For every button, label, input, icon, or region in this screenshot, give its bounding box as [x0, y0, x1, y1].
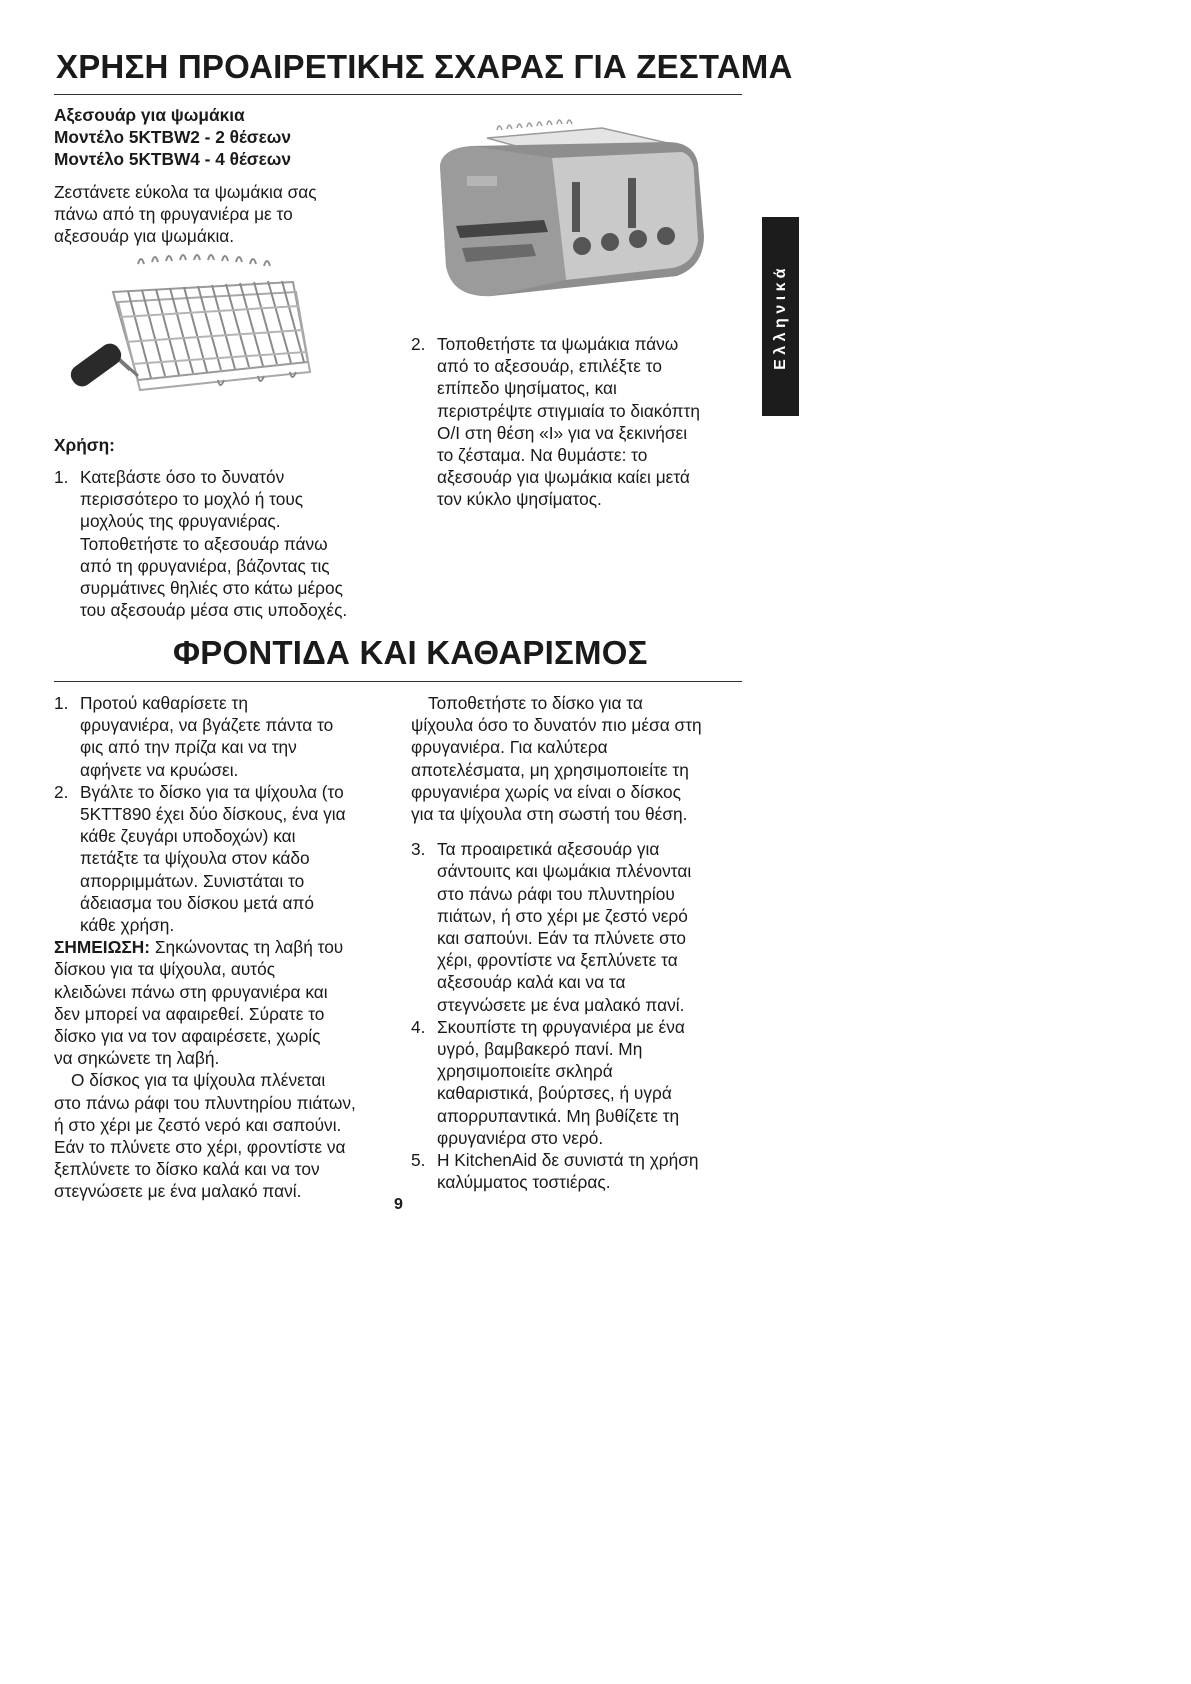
care-steps-right — [411, 838, 756, 1193]
step-line: περισσότερο το μοχλό ή τους — [80, 489, 304, 510]
step-line: Η KitchenAid δε συνιστά τη χρήση — [437, 1150, 699, 1171]
step-line: Σκουπίστε τη φρυγανιέρα με ένα — [437, 1016, 685, 1037]
step-line: Τοποθετήστε το αξεσουάρ πάνω — [80, 533, 328, 554]
dish-line: Εάν το πλύνετε στο χέρι, φροντίστε να — [54, 1137, 346, 1158]
warming-rack-illustration — [68, 252, 318, 424]
step-line: πετάξτε τα ψίχουλα στον κάδο — [80, 848, 310, 869]
step-line: φρυγανιέρα στο νερό. — [437, 1127, 604, 1148]
step-line: αφήνετε να κρυώσει. — [80, 759, 239, 780]
care-left-column — [54, 692, 399, 1203]
step-line: συρμάτινες θηλιές στο κάτω μέρος — [80, 578, 343, 599]
dishwasher-paragraph — [54, 1069, 399, 1202]
note-line: να σηκώνετε τη λαβή. — [54, 1048, 220, 1069]
step-line: Τα προαιρετικά αξεσουάρ για — [437, 839, 660, 860]
place-line: φρυγανιέρα. Για καλύτερα — [411, 737, 608, 758]
step-line: Τοποθετήστε τα ψωμάκια πάνω — [437, 334, 679, 354]
step-number: 1. — [54, 467, 69, 487]
step-number: 3. — [411, 839, 426, 860]
usage-step-1 — [54, 466, 394, 621]
care-steps-left — [54, 692, 399, 936]
care-step-1 — [54, 692, 399, 781]
note-line: δεν μπορεί να αφαιρεθεί. Σύρατε το — [54, 1003, 325, 1024]
note-label: ΣΗΜΕΙΩΣΗ: — [54, 937, 151, 958]
note-text: Σηκώνοντας τη λαβή του — [150, 937, 344, 958]
step-number: 1. — [54, 693, 69, 713]
language-tab-label: Ελληνικά — [771, 263, 789, 370]
step-line: κάθε χρήση. — [80, 915, 175, 936]
note-line: δίσκο για να τον αφαιρέσετε, χωρίς — [54, 1026, 321, 1047]
usage-steps-left — [54, 466, 394, 621]
step-line: του αξεσουάρ μέσα στις υποδοχές. — [80, 600, 348, 621]
dish-line: ή στο χέρι με ζεστό νερό και σαπούνι. — [54, 1114, 342, 1135]
title-rule — [54, 681, 742, 682]
intro-line: πάνω από τη φρυγανιέρα με το — [54, 204, 293, 225]
step-line: κάθε ζευγάρι υποδοχών) και — [80, 826, 296, 847]
dish-line: στεγνώσετε με ένα μαλακό πανί. — [54, 1181, 302, 1202]
note-line: κλειδώνει πάνω στη φρυγανιέρα και — [54, 981, 328, 1002]
step-line: αξεσουάρ καλά και να τα — [437, 972, 626, 993]
step-line: απορρυπαντικά. Μη βυθίζετε τη — [437, 1105, 680, 1126]
place-line: φρυγανιέρα χωρίς να είναι ο δίσκος — [411, 781, 681, 802]
step-line: τον κύκλο ψησίματος. — [437, 489, 602, 510]
note-line: δίσκου για τα ψίχουλα, αυτός — [54, 959, 276, 980]
step-number: 4. — [411, 1016, 426, 1037]
step-line: αξεσουάρ για ψωμάκια καίει μετά — [437, 467, 690, 488]
care-step-3 — [411, 838, 756, 1016]
dish-line: Ο δίσκος για τα ψίχουλα πλένεται — [71, 1070, 326, 1091]
accessory-heading: Αξεσουάρ για ψωμάκια — [54, 105, 245, 125]
place-line: για τα ψίχουλα στη σωστή του θέση. — [411, 804, 688, 825]
intro-paragraph — [54, 181, 317, 248]
care-step-4 — [411, 1016, 756, 1149]
care-step-5 — [411, 1149, 756, 1193]
place-line: ψίχουλα όσο το δυνατόν πιο μέσα στη — [411, 715, 702, 736]
step-line: το ζέσταμα. Να θυμάστε: το — [437, 445, 648, 466]
step-line: στο πάνω ράφι του πλυντηρίου — [437, 883, 675, 904]
usage-heading: Χρήση: — [54, 435, 115, 455]
step-number: 5. — [411, 1150, 426, 1171]
place-line: αποτελέσματα, μη χρησιμοποιείτε τη — [411, 759, 689, 780]
usage-steps-right — [411, 333, 751, 511]
section-title-care-cleaning: ΦΡΟΝΤΙΔΑ ΚΑΙ ΚΑΘΑΡΙΣΜΟΣ — [173, 634, 648, 671]
dish-line: στο πάνω ράφι του πλυντηρίου πιάτων, — [54, 1092, 356, 1113]
section-title-warming-rack: ΧΡΗΣΗ ΠΡΟΑΙΡΕΤΙΚΗΣ ΣΧΑΡΑΣ ΓΙΑ ΖΕΣΤΑΜΑ — [56, 48, 793, 85]
step-line: O/I στη θέση «I» για να ξεκινήσει — [437, 422, 688, 443]
step-line: Κατεβάστε όσο το δυνατόν — [80, 467, 285, 487]
step-line: και σαπούνι. Εάν τα πλύνετε στο — [437, 928, 687, 949]
step-line: επίπεδο ψησίματος, και — [437, 378, 617, 399]
model-2-slot: Μοντέλο 5KTBW2 - 2 θέσεων — [54, 127, 292, 148]
step-line: πιάτων, ή στο χέρι με ζεστό νερό — [437, 905, 688, 926]
step-number: 2. — [411, 334, 426, 354]
step-line: από τη φρυγανιέρα, βάζοντας τις — [80, 555, 330, 576]
step-line: φρυγανιέρα, να βγάζετε πάντα το — [80, 715, 334, 736]
title-rule — [54, 94, 742, 95]
language-side-tab — [762, 217, 799, 416]
step-line: Βγάλτε το δίσκο για τα ψίχουλα (το — [80, 781, 344, 802]
page-number: 9 — [394, 1196, 403, 1213]
step-line: χρησιμοποιείτε σκληρά — [437, 1061, 613, 1082]
model-4-slot: Μοντέλο 5KTBW4 - 4 θέσεων — [54, 149, 292, 170]
toaster-with-rack-illustration — [432, 116, 722, 298]
step-line: υγρό, βαμβακερό πανί. Μη — [437, 1039, 643, 1060]
step-line: 5KTT890 έχει δύο δίσκους, ένα για — [80, 804, 346, 825]
note-paragraph — [54, 936, 399, 1069]
step-line: από το αξεσουάρ, επιλέξτε το — [437, 356, 662, 377]
care-step-2 — [54, 781, 399, 936]
dish-line: ξεπλύνετε το δίσκο καλά και να τον — [54, 1159, 320, 1180]
step-line: χέρι, φροντίστε να ξεπλύνετε τα — [437, 950, 678, 971]
step-line: σάντουιτς και ψωμάκια πλένονται — [437, 861, 692, 882]
step-line: στεγνώσετε με ένα μαλακό πανί. — [437, 994, 685, 1015]
intro-line: αξεσουάρ για ψωμάκια. — [54, 226, 235, 247]
step-line: περιστρέψτε στιγμιαία το διακόπτη — [437, 400, 700, 421]
step-line: φις από την πρίζα και να την — [80, 737, 297, 758]
place-line: Τοποθετήστε το δίσκο για τα — [428, 693, 643, 713]
step-number: 2. — [54, 781, 69, 802]
care-right-column — [411, 692, 756, 1193]
usage-step-2 — [411, 333, 751, 511]
intro-line: Ζεστάνετε εύκολα τα ψωμάκια σας — [54, 182, 317, 202]
step-line: καθαριστικά, βούρτσες, ή υγρά — [437, 1083, 672, 1104]
step-line: απορριμμάτων. Συνιστάται το — [80, 870, 305, 891]
step-line: μοχλούς της φρυγανιέρας. — [80, 511, 281, 532]
placement-paragraph — [411, 692, 756, 825]
step-line: Προτού καθαρίσετε τη — [80, 693, 248, 713]
step-line: καλύμματος τοστιέρας. — [437, 1172, 611, 1193]
note-line — [54, 936, 399, 958]
step-line: άδειασμα του δίσκου μετά από — [80, 892, 314, 913]
accessory-heading-block — [54, 104, 291, 171]
